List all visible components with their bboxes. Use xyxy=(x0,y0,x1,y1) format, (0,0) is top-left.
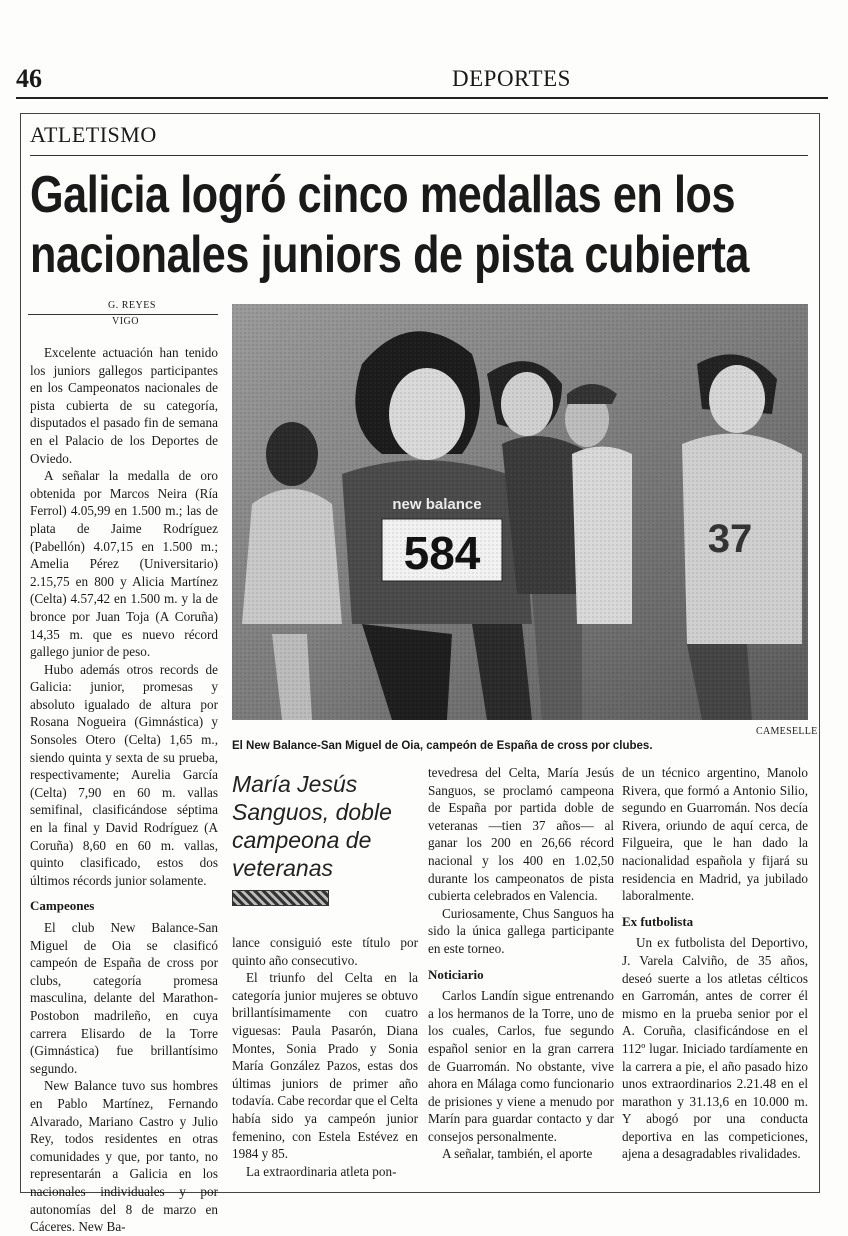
paragraph: lance consiguió este título por quinto año consecutivo. xyxy=(232,935,418,968)
paragraph: El triunfo del Celta en la categoría junior mujeres se obtuvo brillantísimamente con cuatro viguesas: Paula Pasarón, Diana Montes, Sonia Prado y Sonia María González Pazos, estas dos últimas juniors de primer año todavía. Cabe recordar que el Celta había sido ya campeón junior femenino, con Estela Estévez en 1984 y 85. xyxy=(232,970,419,1162)
article-kicker: ATLETISMO xyxy=(30,122,157,147)
paragraph: Excelente actuación han tenido los juniors gallegos participantes en los Campeonatos nacionales de pista cubierta de su categoría, disputados el pasado fin de semana en el Palacio de los Deportes de Oviedo. xyxy=(30,345,218,466)
paragraph: A señalar la medalla de oro obtenida por Marcos Neira (Ría Ferrol) 4.05,99 en 1.500 m.; las de plata de Jaime Rodríguez (Pabellón) 4.07,15 en 1.500 m.; Amelia Pérez (Universitario) 2.15,75 en 800 y Alicia Martínez (Celta) 4.57,42 en 1.500 m. y la de bronce por Juan Toja (A Coruña) 14,35 m. que es nuevo récord gallego junior de peso. xyxy=(30,468,218,660)
byline-place: VIGO xyxy=(112,316,139,327)
subheading: Noticiario xyxy=(428,966,484,982)
subheading: Campeones xyxy=(30,898,95,914)
headline-line-2: nacionales juniors de pista cubierta xyxy=(30,226,750,284)
article-column-2 xyxy=(232,934,418,1180)
header-rule xyxy=(16,97,828,99)
subheading: Ex futbolista xyxy=(622,913,694,929)
decorative-pattern-bar xyxy=(232,890,329,906)
article-column-4 xyxy=(622,764,808,1163)
paragraph: El club New Balance-San Miguel de Oia se clasificó campeón de España de cross por clubs, categoría promesa masculina, delante del Marathon-Postobon madrileño, en cuya carrera Elisardo de la Torre (Gimnástica) fue brillantísimo segundo. xyxy=(30,920,218,1076)
pull-quote: María Jesús Sanguos, doble campeona de veteranas xyxy=(232,771,392,881)
paragraph: New Balance tuvo sus hombres en Pablo Martínez, Fernando Alvarado, Mariano Castro y Julio Rey, todos residentes en otras comunidades y que, por tanto, no representarán a Galicia en los nacionales individuales y por autonomías del 8 de marzo en Cáceres. New Ba- xyxy=(30,1078,218,1235)
paragraph: A señalar, también, el aporte xyxy=(442,1146,593,1162)
photo-caption: El New Balance-San Miguel de Oia, campeón de España de cross por clubes. xyxy=(232,740,653,752)
article-column-3 xyxy=(428,764,614,1163)
byline-name: G. REYES xyxy=(108,300,156,311)
paragraph: Un ex futbolista del Deportivo, J. Varela Calviño, de 35 años, deseó suerte a los atletas célticos en Garromán, antes de correr él mismo en la prueba senior por el A. Coruña, clasificándose en el 112º lugar. Iniciado tardíamente en la carrera a pie, el año pasado hizo unos extraordinarios 2.21.48 en el marathon y 31.13,6 en 10.000 m. Y abogó por una conducta deportiva en las competiciones, ajena a desagradables rivalidades. xyxy=(622,935,808,1162)
paragraph: La extraordinaria atleta pon- xyxy=(246,1163,397,1179)
race-photo xyxy=(232,304,808,720)
paragraph: Hubo además otros records de Galicia: junior, promesas y absoluto igualado de altura por Rosana Nogueira (Gimnástica) y Sonsoles Otero (Celta) 1,65 m., siendo quinta y sexta de su prueba, respectivamente; Aurelia García (Celta) 7,90 en 60 m. vallas semifinal, clasificándose séptima en la final y David Rodríguez (A Coruña) 8,60 en 60 m. vallas, quinto clasificado, estos dos últimos récords junior solamente. xyxy=(30,661,218,888)
headline-line-1: Galicia logró cinco medallas en los xyxy=(30,166,736,224)
photo-credit: CAMESELLE xyxy=(756,726,818,737)
section-header: DEPORTES xyxy=(452,66,571,91)
byline-rule xyxy=(28,314,218,315)
article-column-1 xyxy=(30,344,218,1236)
paragraph: Carlos Landín sigue entrenando a los hermanos de la Torre, uno de los cuales, Carlos, fue segundo español senior en la gran carrera de Guarromán. No obstante, vive ahora en Málaga como funcionario de prisiones y viene a menudo por Marín para guardar contacto y dar consejos personalmente. xyxy=(428,988,614,1144)
page-number: 46 xyxy=(16,64,42,93)
kicker-rule xyxy=(30,155,808,156)
paragraph: Curiosamente, Chus Sanguos ha sido la única gallega participante en este torneo. xyxy=(428,905,614,956)
paragraph: tevedresa del Celta, María Jesús Sanguos, se proclamó campeona de España por partida doble de veteranas —tien 37 años— al ganar los 200 en 26,66 récord nacional y los 400 en 1.02,50 durante los campeonatos de pista cubierta celebrados en Valencia. xyxy=(428,765,614,904)
paragraph: de un técnico argentino, Manolo Rivera, que formó a Antonio Silio, segundo en Guarromán. Nos decía Rivera, oriundo de aquí cerca, de Filgueira, que le han dado la nacionalidad española y fijará su residencia en Madrid, ya jubilado laboralmente. xyxy=(622,765,808,904)
